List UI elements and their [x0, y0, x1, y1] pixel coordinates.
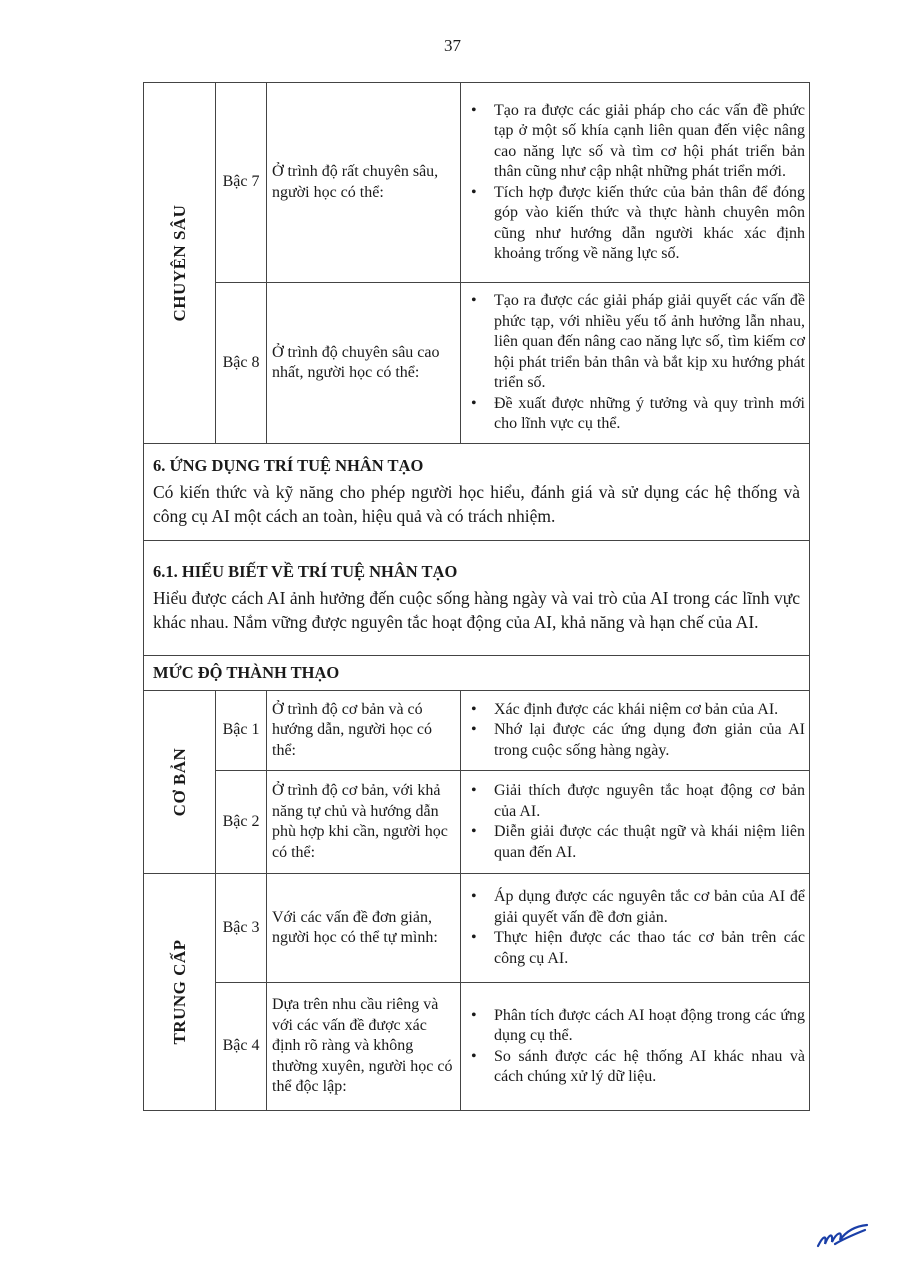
level-outcomes — [461, 283, 810, 444]
level-outcomes — [461, 771, 810, 874]
outcome: • Đề xuất được những ý tưởng và quy trình mới cho lĩnh vực cụ thể. — [494, 394, 805, 435]
group-label: CƠ BẢN — [144, 691, 216, 874]
section-text: Có kiến thức và kỹ năng cho phép người học hiểu, đánh giá và sử dụng các hệ thống và công cụ AI một cách an toàn, hiệu quả và có trách nhiệm. — [153, 482, 800, 527]
group-label: CHUYÊN SÂU — [144, 83, 216, 444]
section-row — [144, 541, 810, 656]
outcome: • Diễn giải được các thuật ngữ và khái niệm liên quan đến AI. — [494, 822, 805, 863]
level-description: Dựa trên nhu cầu riêng và với các vấn đề được xác định rõ ràng và không thường xuyên, người học có thể độc lập: — [267, 983, 461, 1111]
level-outcomes — [461, 691, 810, 771]
proficiency-heading: MỨC ĐỘ THÀNH THẠO — [153, 662, 340, 682]
level-label: Bậc 1 — [216, 691, 267, 771]
outcome: • So sánh được các hệ thống AI khác nhau và cách chúng xử lý dữ liệu. — [494, 1047, 805, 1088]
section-title: 6. ỨNG DỤNG TRÍ TUỆ NHÂN TẠO — [153, 455, 424, 475]
level-label: Bậc 8 — [216, 283, 267, 444]
table-row — [144, 771, 810, 874]
level-outcomes — [461, 874, 810, 983]
level-description: Ở trình độ chuyên sâu cao nhất, người học có thể: — [267, 283, 461, 444]
subsection-title: 6.1. HIỂU BIẾT VỀ TRÍ TUỆ NHÂN TẠO — [153, 561, 458, 581]
page-number: 37 — [444, 36, 461, 55]
level-label: Bậc 3 — [216, 874, 267, 983]
level-description: Với các vấn đề đơn giản, người học có thể tự mình: — [267, 874, 461, 983]
table-row — [144, 874, 810, 983]
outcome: • Xác định được các khái niệm cơ bản của AI. — [494, 700, 805, 721]
table-row — [144, 283, 810, 444]
group-label: TRUNG CẤP — [144, 874, 216, 1111]
outcome: • Tạo ra được các giải pháp giải quyết các vấn đề phức tạp, với nhiều yếu tố ảnh hưởng lẫn nhau, liên quan đến nâng cao năng lực số, tìm kiếm cơ hội phát triển bản thân và bắt kịp xu hướng phát triển số. — [494, 291, 805, 394]
section-row — [144, 656, 810, 691]
section-row — [144, 444, 810, 541]
level-outcomes — [461, 983, 810, 1111]
level-label: Bậc 4 — [216, 983, 267, 1111]
outcome: • Áp dụng được các nguyên tắc cơ bản của AI để giải quyết vấn đề đơn giản. — [494, 887, 805, 928]
level-label: Bậc 7 — [216, 83, 267, 283]
outcome: • Giải thích được nguyên tắc hoạt động cơ bản của AI. — [494, 781, 805, 822]
level-description: Ở trình độ cơ bản và có hướng dẫn, người học có thể: — [267, 691, 461, 771]
level-description: Ở trình độ rất chuyên sâu, người học có thể: — [267, 83, 461, 283]
outcome: • Nhớ lại được các ứng dụng đơn giản của AI trong cuộc sống hàng ngày. — [494, 720, 805, 761]
outcome: • Tích hợp được kiến thức của bản thân để đóng góp vào kiến thức và thực hành chuyên môn cũng như hướng dẫn người khác xác định khoảng trống về năng lực số. — [494, 183, 805, 265]
competency-table — [143, 82, 810, 1111]
outcome: • Tạo ra được các giải pháp cho các vấn đề phức tạp ở một số khía cạnh liên quan đến việc nâng cao năng lực số và tìm cơ hội phát triển bản thân cũng như cập nhật những phát triển mới. — [494, 101, 805, 183]
table-row — [144, 83, 810, 283]
level-description: Ở trình độ cơ bản, với khả năng tự chủ và hướng dẫn phù hợp khi cần, người học có thể: — [267, 771, 461, 874]
table-row — [144, 691, 810, 771]
subsection-text: Hiểu được cách AI ảnh hưởng đến cuộc sống hàng ngày và vai trò của AI trong các lĩnh vực khác nhau. Nắm vững được nguyên tắc hoạt động của AI, khả năng và hạn chế của AI. — [153, 588, 800, 633]
signature-initials-icon — [815, 1222, 870, 1252]
level-outcomes — [461, 83, 810, 283]
table-row — [144, 983, 810, 1111]
outcome: • Phân tích được cách AI hoạt động trong các ứng dụng cụ thể. — [494, 1006, 805, 1047]
outcome: • Thực hiện được các thao tác cơ bản trên các công cụ AI. — [494, 928, 805, 969]
level-label: Bậc 2 — [216, 771, 267, 874]
